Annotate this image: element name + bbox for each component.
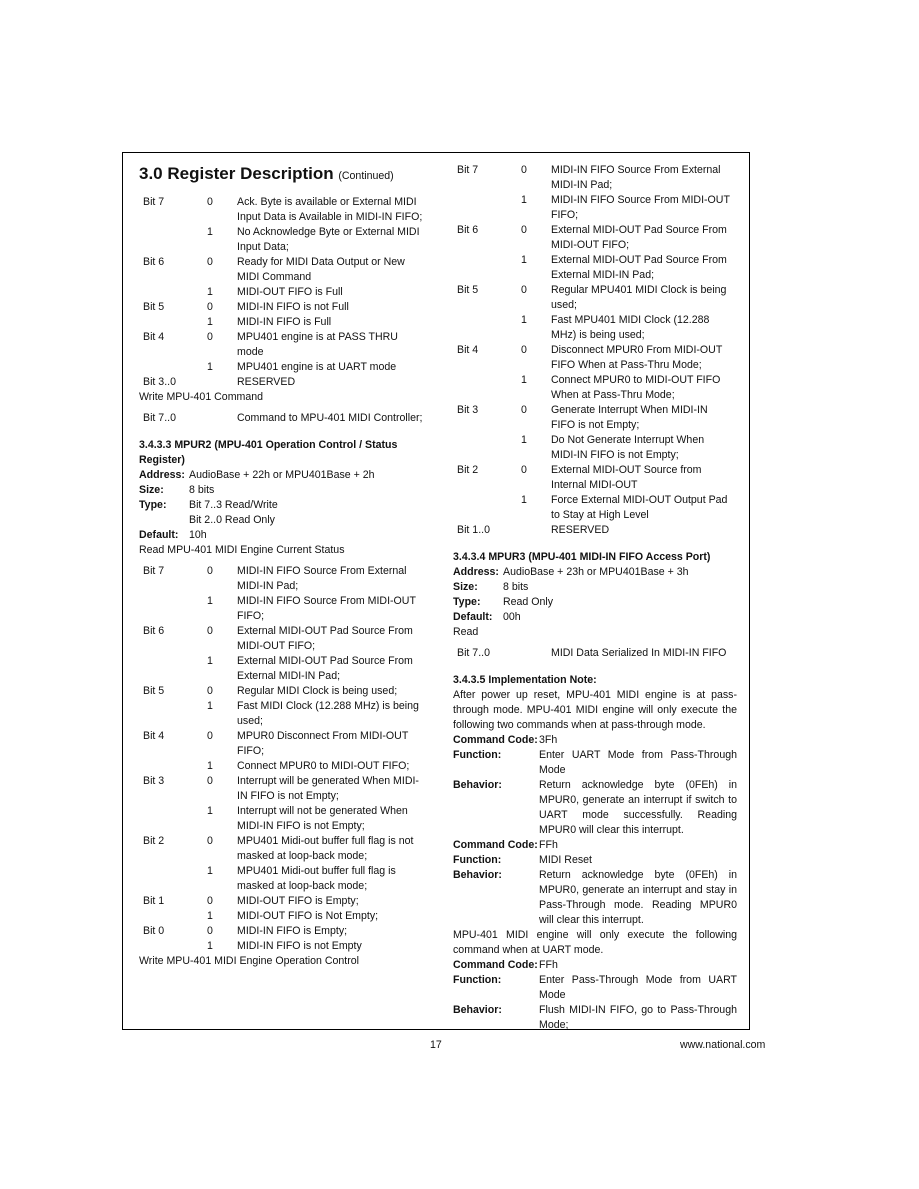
bit-description: MIDI-IN FIFO Source From MIDI-OUT FIFO; <box>551 194 730 221</box>
bit-label <box>139 939 207 954</box>
bit-label <box>139 285 207 300</box>
bit-value: 0 <box>207 196 213 208</box>
mpur2-type <box>139 498 429 513</box>
mpur2-bit-table <box>139 564 429 954</box>
address-key: Address: <box>139 469 185 481</box>
function-value: Enter UART Mode from Pass-Through Mode <box>539 749 737 776</box>
table-row <box>139 804 429 834</box>
command-code-key: Command Code: <box>453 734 538 746</box>
bit-description: RESERVED <box>551 524 610 536</box>
table-row <box>139 624 429 654</box>
bit-label: Bit 6 <box>143 625 165 637</box>
table-row <box>453 523 737 538</box>
bit-label: Bit 4 <box>457 344 479 356</box>
mpur3-default <box>453 610 737 625</box>
default-key: Default: <box>453 611 493 623</box>
impl-paragraph-1: After power up reset, MPU-401 MIDI engine is at pass-through mode. MPU-401 MIDI engine will only execute the following two commands when at pass-through mode. <box>453 689 737 731</box>
bit-description: Do Not Generate Interrupt When MIDI-IN FIFO is not Empty; <box>551 434 705 461</box>
type-value: Read Only <box>503 596 554 608</box>
bit-description: Connect MPUR0 to MIDI-OUT FIFO When at Pass-Thru Mode; <box>551 374 721 401</box>
mpur3-size <box>453 580 737 595</box>
size-key: Size: <box>453 581 478 593</box>
bit-label: Bit 2 <box>143 835 165 847</box>
bit-label: Bit 5 <box>143 301 165 313</box>
mpur3-read-label: Read <box>453 626 479 638</box>
table-row <box>453 163 737 193</box>
default-key: Default: <box>139 529 179 541</box>
bit-value: 0 <box>521 404 527 416</box>
table-row <box>139 864 429 894</box>
behavior-3 <box>453 1003 737 1033</box>
bit-value: 1 <box>207 595 213 607</box>
mpur2-write-label: Write MPU-401 MIDI Engine Operation Control <box>139 955 360 967</box>
bit-description: MIDI-IN FIFO Source From MIDI-OUT FIFO; <box>237 595 416 622</box>
bit-value: 1 <box>207 760 213 772</box>
type-key: Type: <box>453 596 481 608</box>
command-code-2 <box>453 838 737 853</box>
mpur3-address <box>453 565 737 580</box>
table-row <box>139 894 429 909</box>
bit-label: Bit 4 <box>143 331 165 343</box>
table-row <box>139 225 429 255</box>
default-value: 10h <box>189 529 207 541</box>
bit-label: Bit 5 <box>143 685 165 697</box>
bit-description: External MIDI-OUT Pad Source From External MIDI-IN Pad; <box>237 655 413 682</box>
bit-value: 1 <box>521 194 527 206</box>
page-frame <box>122 152 750 1030</box>
bit-description: MPU401 engine is at PASS THRU mode <box>237 331 398 358</box>
bit-label: Bit 7 <box>457 164 479 176</box>
bit-description: MPU401 Midi-out buffer full flag is not masked at loop-back mode; <box>237 835 414 862</box>
table-row <box>139 564 429 594</box>
command-code-1 <box>453 733 737 748</box>
table-row <box>139 654 429 684</box>
function-value: MIDI Reset <box>539 854 592 866</box>
bit-value: 1 <box>207 226 213 238</box>
mpur3-type <box>453 595 737 610</box>
table-row <box>453 403 737 433</box>
table-row <box>139 774 429 804</box>
table-row <box>453 646 737 661</box>
bit-description: MIDI-OUT FIFO is Empty; <box>237 895 359 907</box>
bit-description: MIDI-IN FIFO is Empty; <box>237 925 348 937</box>
footer-url: www.national.com <box>680 1039 766 1051</box>
bit-description: External MIDI-OUT Pad Source From MIDI-OUT FIFO; <box>237 625 413 652</box>
bit-description: Interrupt will not be generated When MIDI-IN FIFO is not Empty; <box>237 805 408 832</box>
bit-description: MIDI-IN FIFO Source From External MIDI-IN Pad; <box>237 565 407 592</box>
table-row <box>453 283 737 313</box>
bit-label <box>139 360 207 375</box>
bit-description: MIDI-IN FIFO Source From External MIDI-IN Pad; <box>551 164 721 191</box>
table-row <box>453 463 737 493</box>
bit-label: Bit 7 <box>143 196 165 208</box>
table-row <box>139 699 429 729</box>
function-2 <box>453 853 737 868</box>
bit-label: Bit 1 <box>143 895 165 907</box>
bit-value: 0 <box>207 835 213 847</box>
table-row <box>453 433 737 463</box>
left-column <box>139 163 429 969</box>
bit-description: Connect MPUR0 to MIDI-OUT FIFO; <box>237 760 410 772</box>
bit-value: 1 <box>207 655 213 667</box>
bit-description: MIDI-IN FIFO is not Empty <box>237 940 362 952</box>
command-code-key: Command Code: <box>453 839 538 851</box>
mpur1-bit-table <box>139 195 429 390</box>
mpur2-heading: 3.4.3.3 MPUR2 (MPU-401 Operation Control / Status Register) <box>139 439 398 466</box>
table-row <box>139 195 429 225</box>
right-column <box>453 163 737 1033</box>
bit-value: 1 <box>521 374 527 386</box>
bit-description: MIDI-OUT FIFO is Not Empty; <box>237 910 379 922</box>
bit-description: Disconnect MPUR0 From MIDI-OUT FIFO When at Pass-Thru Mode; <box>551 344 723 371</box>
bit-value: 1 <box>521 314 527 326</box>
bit-value: 0 <box>521 344 527 356</box>
behavior-key: Behavior: <box>453 779 502 791</box>
bit-value: 0 <box>521 284 527 296</box>
bit-label <box>453 253 521 283</box>
address-value: AudioBase + 22h or MPU401Base + 2h <box>189 469 375 481</box>
mpur2-default <box>139 528 429 543</box>
bit-description: MPU401 engine is at UART mode <box>237 361 397 373</box>
bit-description: Fast MPU401 MIDI Clock (12.288 MHz) is being used; <box>551 314 710 341</box>
bit-description: Force External MIDI-OUT Output Pad to Stay at High Level <box>551 494 728 521</box>
bit-label: Bit 5 <box>457 284 479 296</box>
table-row <box>139 729 429 759</box>
mpur2-read-label: Read MPU-401 MIDI Engine Current Status <box>139 544 345 556</box>
type-key: Type: <box>139 499 167 511</box>
write-command-label: Write MPU-401 Command <box>139 391 264 403</box>
command-code-value: FFh <box>539 959 558 971</box>
command-code-value: FFh <box>539 839 558 851</box>
table-row <box>139 255 429 285</box>
bit-description: Regular MPU401 MIDI Clock is being used; <box>551 284 727 311</box>
bit-description: External MIDI-OUT Source from Internal MIDI-OUT <box>551 464 702 491</box>
mpur2-write-bit-table <box>453 163 737 538</box>
bit-description: MPUR0 Disconnect From MIDI-OUT FIFO; <box>237 730 409 757</box>
bit-value: 0 <box>207 730 213 742</box>
behavior-value: Return acknowledge byte (0FEh) in MPUR0, generate an interrupt and stay in Pass-Through mode. Reading MPUR0 will clear this interrupt. <box>539 869 737 926</box>
function-key: Function: <box>453 974 502 986</box>
bit-value: 1 <box>207 316 213 328</box>
bit-value: 1 <box>207 700 213 712</box>
bit-description: No Acknowledge Byte or External MIDI Input Data; <box>237 226 420 253</box>
table-row <box>453 313 737 343</box>
bit-value: 0 <box>207 256 213 268</box>
bit-value: 1 <box>207 940 213 952</box>
function-1 <box>453 748 737 778</box>
bit-label <box>453 493 521 523</box>
table-row <box>139 315 429 330</box>
mpur2-size <box>139 483 429 498</box>
bit-value <box>207 411 237 426</box>
table-row <box>139 360 429 375</box>
table-row <box>139 594 429 624</box>
bit-value: 0 <box>207 331 213 343</box>
title-continued: (Continued) <box>338 170 394 182</box>
mpur2-address <box>139 468 429 483</box>
table-row <box>453 343 737 373</box>
bit-value: 0 <box>521 164 527 176</box>
table-row <box>453 493 737 523</box>
bit-description: Fast MIDI Clock (12.288 MHz) is being used; <box>237 700 419 727</box>
bit-value: 1 <box>207 361 213 373</box>
table-row <box>139 684 429 699</box>
default-value: 00h <box>503 611 521 623</box>
bit-description: MIDI-IN FIFO is not Full <box>237 301 349 313</box>
size-value: 8 bits <box>189 484 215 496</box>
bit-description: External MIDI-OUT Pad Source From External MIDI-IN Pad; <box>551 254 727 281</box>
type-key-spacer <box>139 513 189 528</box>
table-row <box>139 834 429 864</box>
bit-label: Bit 6 <box>143 256 165 268</box>
bit-description: MIDI Data Serialized In MIDI-IN FIFO <box>551 647 727 659</box>
bit-value <box>521 523 551 538</box>
bit-value: 1 <box>207 865 213 877</box>
table-row <box>139 924 429 939</box>
bit-value: 0 <box>521 224 527 236</box>
address-key: Address: <box>453 566 499 578</box>
bit-label <box>139 804 207 834</box>
function-value: Enter Pass-Through Mode from UART Mode <box>539 974 737 1001</box>
table-row <box>453 193 737 223</box>
type-value: Bit 2..0 Read Only <box>189 514 275 526</box>
bit-label <box>139 594 207 624</box>
bit-label: Bit 3..0 <box>143 376 176 388</box>
behavior-1 <box>453 778 737 838</box>
function-3 <box>453 973 737 1003</box>
bit-label: Bit 7 <box>143 565 165 577</box>
behavior-key: Behavior: <box>453 1004 502 1016</box>
bit-label: Bit 7..0 <box>457 647 490 659</box>
bit-description: MPU401 Midi-out buffer full flag is masked at loop-back mode; <box>237 865 396 892</box>
bit-label <box>139 864 207 894</box>
table-row <box>139 909 429 924</box>
bit-description: Ack. Byte is available or External MIDI Input Data is Available in MIDI-IN FIFO; <box>237 196 423 223</box>
function-key: Function: <box>453 749 502 761</box>
command-code-key: Command Code: <box>453 959 538 971</box>
bit-label <box>139 654 207 684</box>
bit-label: Bit 0 <box>143 925 165 937</box>
page-number: 17 <box>430 1039 442 1051</box>
bit-value <box>521 646 551 661</box>
bit-label <box>139 225 207 255</box>
bit-label <box>139 759 207 774</box>
size-value: 8 bits <box>503 581 529 593</box>
bit-value: 0 <box>207 925 213 937</box>
table-row <box>139 300 429 315</box>
bit-label: Bit 3 <box>143 775 165 787</box>
bit-description: MIDI-IN FIFO is Full <box>237 316 332 328</box>
bit-value: 1 <box>207 286 213 298</box>
bit-label: Bit 3 <box>457 404 479 416</box>
function-key: Function: <box>453 854 502 866</box>
bit-value <box>207 375 237 390</box>
bit-value: 0 <box>207 301 213 313</box>
command-code-value: 3Fh <box>539 734 558 746</box>
table-row <box>139 330 429 360</box>
type-value: Bit 7..3 Read/Write <box>189 499 278 511</box>
bit-label <box>453 313 521 343</box>
bit-value: 1 <box>207 805 213 817</box>
page-title <box>139 163 429 187</box>
bit-value: 0 <box>207 895 213 907</box>
table-row <box>139 375 429 390</box>
behavior-2 <box>453 868 737 928</box>
bit-value: 0 <box>207 565 213 577</box>
bit-description: MIDI-OUT FIFO is Full <box>237 286 343 298</box>
bit-value: 0 <box>207 685 213 697</box>
bit-description: Ready for MIDI Data Output or New MIDI Command <box>237 256 405 283</box>
table-row <box>139 411 429 426</box>
table-row <box>139 939 429 954</box>
table-row <box>453 373 737 403</box>
bit-label <box>139 315 207 330</box>
bit-value: 1 <box>521 494 527 506</box>
bit-label <box>139 699 207 729</box>
bit-description: Regular MIDI Clock is being used; <box>237 685 398 697</box>
table-row <box>139 285 429 300</box>
bit-label <box>139 909 207 924</box>
bit-description: External MIDI-OUT Pad Source From MIDI-OUT FIFO; <box>551 224 727 251</box>
mpur3-heading: 3.4.3.4 MPUR3 (MPU-401 MIDI-IN FIFO Access Port) <box>453 551 711 563</box>
table-row <box>453 253 737 283</box>
bit-label <box>453 373 521 403</box>
impl-heading: 3.4.3.5 Implementation Note: <box>453 674 597 686</box>
bit-label <box>453 193 521 223</box>
bit-value: 1 <box>521 254 527 266</box>
bit-value: 0 <box>521 464 527 476</box>
title-text: 3.0 Register Description <box>139 164 334 183</box>
behavior-value: Flush MIDI-IN FIFO, go to Pass-Through Mode; <box>539 1004 737 1031</box>
bit-label: Bit 4 <box>143 730 165 742</box>
bit-label <box>453 433 521 463</box>
bit-description: Interrupt will be generated When MIDI-IN FIFO is not Empty; <box>237 775 419 802</box>
mpur2-type-cont <box>139 513 429 528</box>
bit-description: Generate Interrupt When MIDI-IN FIFO is not Empty; <box>551 404 708 431</box>
bit-label: Bit 1..0 <box>457 524 490 536</box>
command-code-3 <box>453 958 737 973</box>
bit-label: Bit 6 <box>457 224 479 236</box>
bit-description: Command to MPU-401 MIDI Controller; <box>237 412 423 424</box>
bit-value: 0 <box>207 775 213 787</box>
bit-value: 0 <box>207 625 213 637</box>
bit-label: Bit 7..0 <box>143 412 176 424</box>
bit-description: RESERVED <box>237 376 296 388</box>
behavior-key: Behavior: <box>453 869 502 881</box>
table-row <box>139 759 429 774</box>
bit-label: Bit 2 <box>457 464 479 476</box>
address-value: AudioBase + 23h or MPU401Base + 3h <box>503 566 689 578</box>
bit-value: 1 <box>521 434 527 446</box>
size-key: Size: <box>139 484 164 496</box>
impl-paragraph-2: MPU-401 MIDI engine will only execute the following command when at UART mode. <box>453 929 737 956</box>
behavior-value: Return acknowledge byte (0FEh) in MPUR0, generate an interrupt if switch to UART mode successfully. Reading MPUR0 will clear this interrupt. <box>539 779 737 836</box>
table-row <box>453 223 737 253</box>
bit-value: 1 <box>207 910 213 922</box>
